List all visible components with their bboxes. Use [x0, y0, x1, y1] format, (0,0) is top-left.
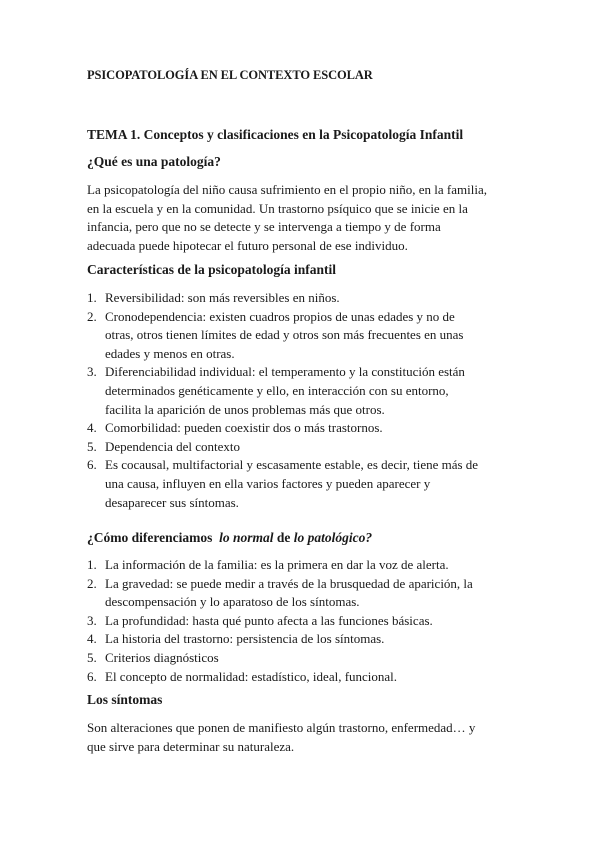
section-heading-symptoms: Los síntomas	[87, 692, 163, 707]
list-item	[87, 668, 527, 687]
list-text: La gravedad: se puede medir a través de la brusquedad de aparición, la	[105, 575, 473, 591]
characteristics-list	[87, 289, 527, 512]
list-item	[87, 363, 527, 419]
list-number: 4.	[87, 420, 97, 436]
paragraph-pathology-definition	[87, 181, 527, 255]
list-text: edades y menos en otras.	[105, 345, 235, 361]
heading-italic-text: lo normal	[219, 530, 274, 545]
list-number: 6.	[87, 668, 97, 684]
list-number: 1.	[87, 557, 97, 572]
text-line: que sirve para determinar su naturaleza.	[87, 738, 295, 754]
list-item	[87, 438, 527, 457]
text-line: en la escuela y en la comunidad. Un trastorno psíquico que se inicie en la	[87, 200, 468, 216]
text-line: La psicopatología del niño causa sufrimiento en el propio niño, en la familia,	[87, 182, 487, 197]
list-item	[87, 456, 527, 512]
list-number: 5.	[87, 649, 97, 665]
list-text: determinados genéticamente y ello, en interacción con su entorno,	[105, 382, 449, 398]
list-item	[87, 289, 527, 308]
section-heading-characteristics: Características de la psicopatología infantil	[87, 262, 336, 277]
list-number: 3.	[87, 612, 97, 628]
list-text: El concepto de normalidad: estadístico, ideal, funcional.	[105, 668, 398, 684]
list-item	[87, 649, 527, 668]
list-text: desaparecer sus síntomas.	[105, 494, 239, 510]
list-number: 5.	[87, 438, 97, 454]
list-text: descompensación y lo aparatoso de los síntomas.	[105, 594, 360, 610]
section-heading-normal-vs-pathological	[87, 530, 372, 546]
list-text: Diferenciabilidad individual: el temperamento y la constitución están	[105, 364, 465, 380]
document-title: PSICOPATOLOGÍA EN EL CONTEXTO ESCOLAR	[87, 68, 373, 82]
heading-italic-text: lo patológico?	[293, 530, 373, 545]
heading-text: de	[273, 530, 294, 545]
paragraph-symptoms	[87, 719, 527, 756]
section-heading-what-is-pathology: ¿Qué es una patología?	[87, 154, 221, 169]
list-item	[87, 419, 527, 438]
heading-text: ¿Cómo diferenciamos	[87, 530, 220, 545]
list-item	[87, 612, 527, 631]
list-text: La información de la familia: es la primera en dar la voz de alerta.	[105, 557, 449, 572]
differentiation-list	[87, 556, 527, 686]
list-text: facilita la aparición de unos problemas más que otros.	[105, 401, 385, 417]
list-number: 1.	[87, 290, 97, 305]
list-text: Dependencia del contexto	[105, 438, 240, 454]
list-number: 2.	[87, 575, 97, 591]
list-number: 3.	[87, 364, 97, 380]
list-item	[87, 575, 527, 612]
text-line: infancia, pero que no se detecte y se intervenga a tiempo y de forma	[87, 219, 441, 235]
text-line: adecuada puede hipotecar el futuro personal de ese individuo.	[87, 237, 408, 253]
list-text: La historia del trastorno: persistencia de los síntomas.	[105, 631, 385, 647]
list-text: Comorbilidad: pueden coexistir dos o más trastornos.	[105, 420, 383, 436]
list-text: otras, otros tienen límites de edad y otros son más frecuentes en unas	[105, 327, 464, 343]
list-number: 6.	[87, 457, 97, 473]
list-text: Cronodependencia: existen cuadros propios de unas edades y no de	[105, 308, 455, 324]
text-line: Son alteraciones que ponen de manifiesto algún trastorno, enfermedad… y	[87, 720, 476, 735]
list-number: 4.	[87, 631, 97, 647]
list-text: una causa, influyen en ella varios factores y pueden aparecer y	[105, 475, 431, 491]
topic-heading: TEMA 1. Conceptos y clasificaciones en la Psicopatología Infantil	[87, 127, 464, 142]
list-text: Criterios diagnósticos	[105, 649, 219, 665]
list-text: La profundidad: hasta qué punto afecta a las funciones básicas.	[105, 612, 433, 628]
list-item	[87, 630, 527, 649]
list-item	[87, 308, 527, 364]
list-item	[87, 556, 527, 575]
list-text: Reversibilidad: son más reversibles en niños.	[105, 290, 340, 305]
list-number: 2.	[87, 308, 97, 324]
list-text: Es cocausal, multifactorial y escasamente estable, es decir, tiene más de	[105, 457, 479, 473]
